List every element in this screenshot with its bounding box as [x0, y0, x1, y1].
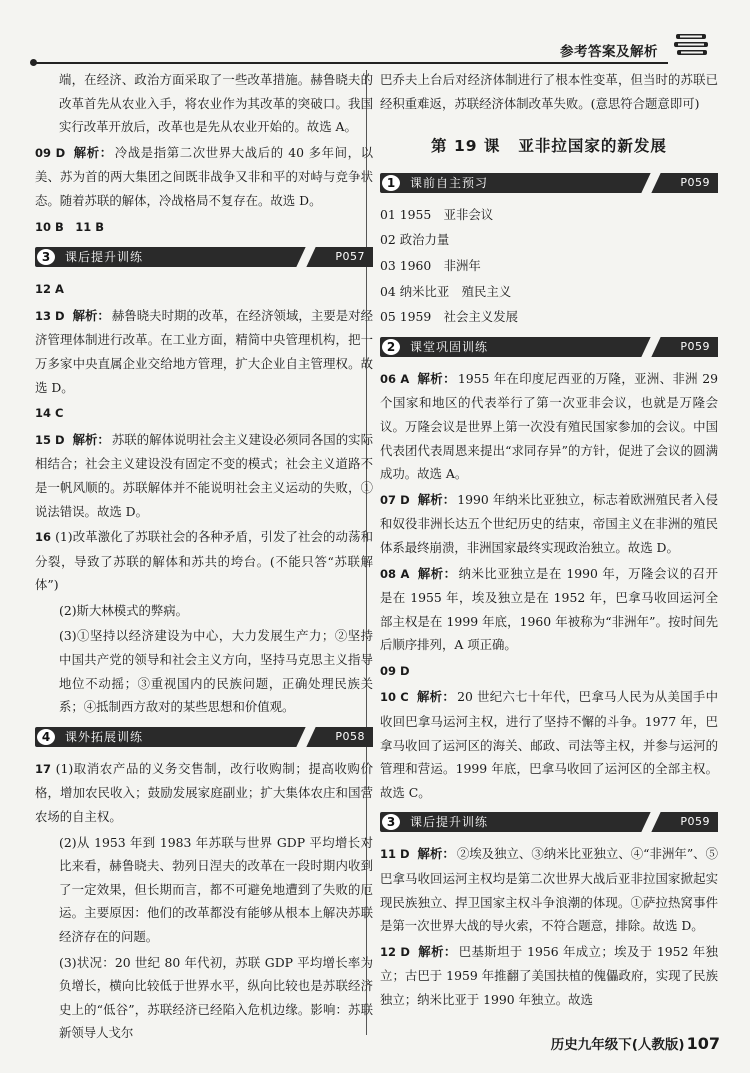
- answer-choice: D: [400, 847, 410, 862]
- analysis-label: 解析：: [417, 370, 456, 386]
- answer-choice: C: [400, 690, 409, 705]
- question-number: 07: [380, 492, 397, 507]
- question-number: 17: [35, 761, 52, 776]
- bar-slant: [296, 727, 315, 747]
- lesson-title: [380, 135, 718, 159]
- answer-12: [380, 940, 718, 1012]
- lesson-number: 第 19 课: [431, 137, 501, 156]
- answer-choice: D: [55, 432, 65, 447]
- section-label: 课外拓展训练: [65, 729, 144, 744]
- question-number: 15: [35, 432, 52, 447]
- pre-answer-05: 05 1959 社会主义发展: [380, 309, 518, 325]
- answer-17-part-3: (3)状况：20 世纪 80 年代初，苏联 GDP 平均增长率为负增长，横向比较低于世界水平，纵向比较也是苏联经济史上的“低谷”，苏联经济已经陷入危机边缘。影响：苏联新领导人戈尔: [59, 954, 373, 1041]
- section-badge: 4: [35, 727, 57, 747]
- section-bar-3: [35, 247, 373, 267]
- question-number: 08: [380, 566, 397, 581]
- answer-choice: D: [400, 492, 410, 507]
- answer-07: [380, 488, 718, 560]
- analysis-label: 解析：: [416, 689, 456, 705]
- analysis-label: 解析：: [73, 144, 113, 160]
- question-number: 11: [380, 847, 397, 862]
- answer-continuation: 巴乔夫上台后对经济体制进行了根本性变革，但当时的苏联已经积重难返，苏联经济体制改革失败。(意思符合题意即可): [380, 72, 718, 111]
- answer-16-part-2: (2)斯大林模式的弊病。: [59, 602, 189, 618]
- left-column: [35, 68, 373, 1047]
- section-bar-2: [380, 337, 718, 357]
- answer-15: [35, 428, 373, 523]
- question-number: 13: [35, 308, 52, 323]
- answer-choice: D: [55, 145, 66, 160]
- section-page: P059: [672, 173, 718, 193]
- page-footer: [551, 1033, 720, 1053]
- analysis-text: 1990 年纳米比亚独立，标志着欧洲殖民者入侵和奴役非洲长达五个世纪历史的结束，帝国主义在非洲的殖民体系最终崩溃，非洲国家最终实现政治独立。故选 D。: [380, 491, 718, 555]
- section-page: P058: [327, 727, 373, 747]
- analysis-label: 解析：: [417, 491, 456, 507]
- analysis-label: 解析：: [72, 431, 110, 447]
- answer-17: [35, 757, 373, 829]
- analysis-text: 苏联的解体说明社会主义建设必须同各国的实际相结合；社会主义建设没有固定不变的模式；社会主义道路不是一帆风顺的。苏联解体并不能说明社会主义运动的失败，①说法错误。故选 D。: [35, 431, 374, 519]
- answer-choice: D: [55, 308, 65, 323]
- bar-slant: [641, 337, 660, 357]
- section-bar-1: [380, 173, 718, 193]
- answer-13: [35, 304, 373, 399]
- answer-08: [380, 562, 718, 657]
- book-stack-icon: [672, 30, 712, 62]
- answer-part-1: (1)取消农产品的义务交售制，改行收购制；提高收购价格，增加农民收入；鼓励发展家庭副业；扩大集体农庄和国营农场的自主权。: [35, 760, 373, 825]
- answer-choice: A: [400, 566, 410, 581]
- page-number: 107: [686, 1034, 720, 1053]
- question-number: 10: [380, 690, 397, 705]
- section-badge: 1: [380, 173, 402, 193]
- analysis-label: 解析：: [417, 565, 457, 581]
- section-label: 课前自主预习: [410, 175, 489, 190]
- lesson-name: 亚非拉国家的新发展: [518, 137, 667, 156]
- answer-11: [380, 842, 718, 937]
- answer-12: [35, 277, 373, 302]
- pre-answer-01: 01 1955 亚非会议: [380, 206, 494, 222]
- answer-choice: D: [400, 944, 410, 959]
- question-number: 09: [35, 145, 52, 160]
- analysis-text: 巴基斯坦于 1956 年成立；埃及于 1952 年独立；古巴于 1959 年推翻了美国扶植的傀儡政府，实现了民族独立；纳米比亚于 1990 年独立。故选: [380, 943, 718, 1007]
- analysis-text: 20 世纪六七十年代，巴拿马人民为从美国手中收回巴拿马运河主权，进行了坚持不懈的斗争。1977 年，巴拿马收回了运河区的海关、邮政、司法等主权，并参与运河的管理和营运。1999 年底，巴拿马收回了运河区的全部主权。故选 C。: [380, 689, 718, 800]
- section-label: 课后提升训练: [65, 250, 144, 265]
- answer-16-part-3: (3)①坚持以经济建设为中心，大力发展生产力；②坚持中国共产党的领导和社会主义方向，坚持马克思主义指导地位不动摇；③重视国内的民族问题，正确处理民族关系；④抵制西方敌对的某些思想和价值观。: [59, 628, 373, 715]
- answer-text: 09 D: [380, 663, 410, 678]
- section-label: 课后提升训练: [410, 815, 489, 830]
- section-label: 课堂巩固训练: [410, 339, 489, 354]
- section-badge: 3: [380, 812, 402, 832]
- answer-text: 14 C: [35, 406, 64, 421]
- pre-answer-04: 04 纳米比亚 殖民主义: [380, 283, 512, 299]
- analysis-text: 1955 年在印度尼西亚的万隆，亚洲、非洲 29 个国家和地区的代表举行了第一次亚非会议，也就是万隆会议。万隆会议是世界上第一次没有殖民国家参加的会议。中国代表团代表周恩来提出“求同存异”的方针，促进了会议的圆满成功。故选 A。: [380, 370, 718, 482]
- answer-part-1: (1)改革激化了苏联社会的各种矛盾，引发了社会的动荡和分裂，导致了苏联的解体和苏共的垮台。(不能只答“苏联解体”): [35, 529, 373, 593]
- answer-continuation: 端，在经济、政治方面采取了一些改革措施。赫鲁晓夫的改革首先从农业入手，将农业作为其改革的突破口。我国实行改革开放后，改革也是先从农业开始的。故选 A。: [59, 72, 373, 135]
- section-bar-3: [380, 812, 718, 832]
- analysis-label: 解析：: [417, 846, 455, 862]
- section-page: P059: [672, 337, 718, 357]
- question-number: 06: [380, 371, 397, 386]
- answer-09: [380, 659, 718, 684]
- answer-16: [35, 525, 373, 597]
- answer-text: 10 B 11 B: [35, 219, 105, 234]
- analysis-text: ②埃及独立、③纳米比亚独立、④“非洲年”、⑤巴拿马收回运河主权均是第二次世界大战后亚非拉国家掀起实现民族独立、捍卫国家主权斗争浪潮的体现。①萨拉热窝事件是第一次世界大战的导火索，不符合题意，排除。故选 D。: [380, 846, 719, 934]
- answer-09: [35, 141, 373, 213]
- answer-choice: A: [400, 371, 410, 386]
- bar-slant: [296, 247, 315, 267]
- analysis-text: 冷战是指第二次世界大战后的 40 多年间，以美、苏为首的两大集团之间既非战争又非和平的对峙与竞争状态。随着苏联的解体，冷战格局不复存在。故选 D。: [35, 144, 373, 208]
- page-header: [0, 0, 750, 66]
- bar-slant: [641, 812, 660, 832]
- answer-10-11: [35, 215, 373, 240]
- header-rule: [36, 62, 668, 64]
- answer-text: 12 A: [35, 282, 64, 297]
- pre-answer-03: 03 1960 非洲年: [380, 257, 481, 273]
- analysis-text: 纳米比亚独立是在 1990 年，万隆会议的召开是在 1955 年，埃及独立是在 1952 年，巴拿马收回运河全部主权是在 1999 年底，1960 年被称为“非洲年”。按时间先后顺序排列，A 项正确。: [380, 565, 718, 653]
- footer-book-title: 历史九年级下(人教版): [550, 1037, 685, 1053]
- answer-17-part-2: (2)从 1953 年到 1983 年苏联与世界 GDP 平均增长对比来看，赫鲁晓夫、勃列日涅夫的改革在一段时期内收到了一定效果，但长期而言，都不可避免地遭到了失败的厄运。主要原因：他们的改革都没有能够从根本上解决苏联经济存在的问题。: [59, 834, 373, 944]
- analysis-label: 解析：: [72, 307, 110, 323]
- analysis-text: 赫鲁晓夫时期的改革，在经济领域，主要是对经济管理体制进行改革。在工业方面，精简中央管理机构，把一万多家中央直属企业交给地方管理，扩大企业自主管理权。故选 D。: [35, 307, 374, 395]
- right-column: [380, 68, 718, 1014]
- section-page: P059: [672, 812, 718, 832]
- section-badge: 3: [35, 247, 57, 267]
- answer-10: [380, 685, 718, 804]
- section-badge: 2: [380, 337, 402, 357]
- section-page: P057: [327, 247, 373, 267]
- question-number: 16: [35, 530, 52, 545]
- answer-14: [35, 401, 373, 426]
- bar-slant: [641, 173, 660, 193]
- header-title: 参考答案及解析: [560, 44, 658, 60]
- section-bar-4: [35, 727, 373, 747]
- answer-06: [380, 367, 718, 486]
- question-number: 12: [380, 944, 397, 959]
- analysis-label: 解析：: [418, 943, 457, 959]
- pre-answer-02: 02 政治力量: [380, 232, 450, 248]
